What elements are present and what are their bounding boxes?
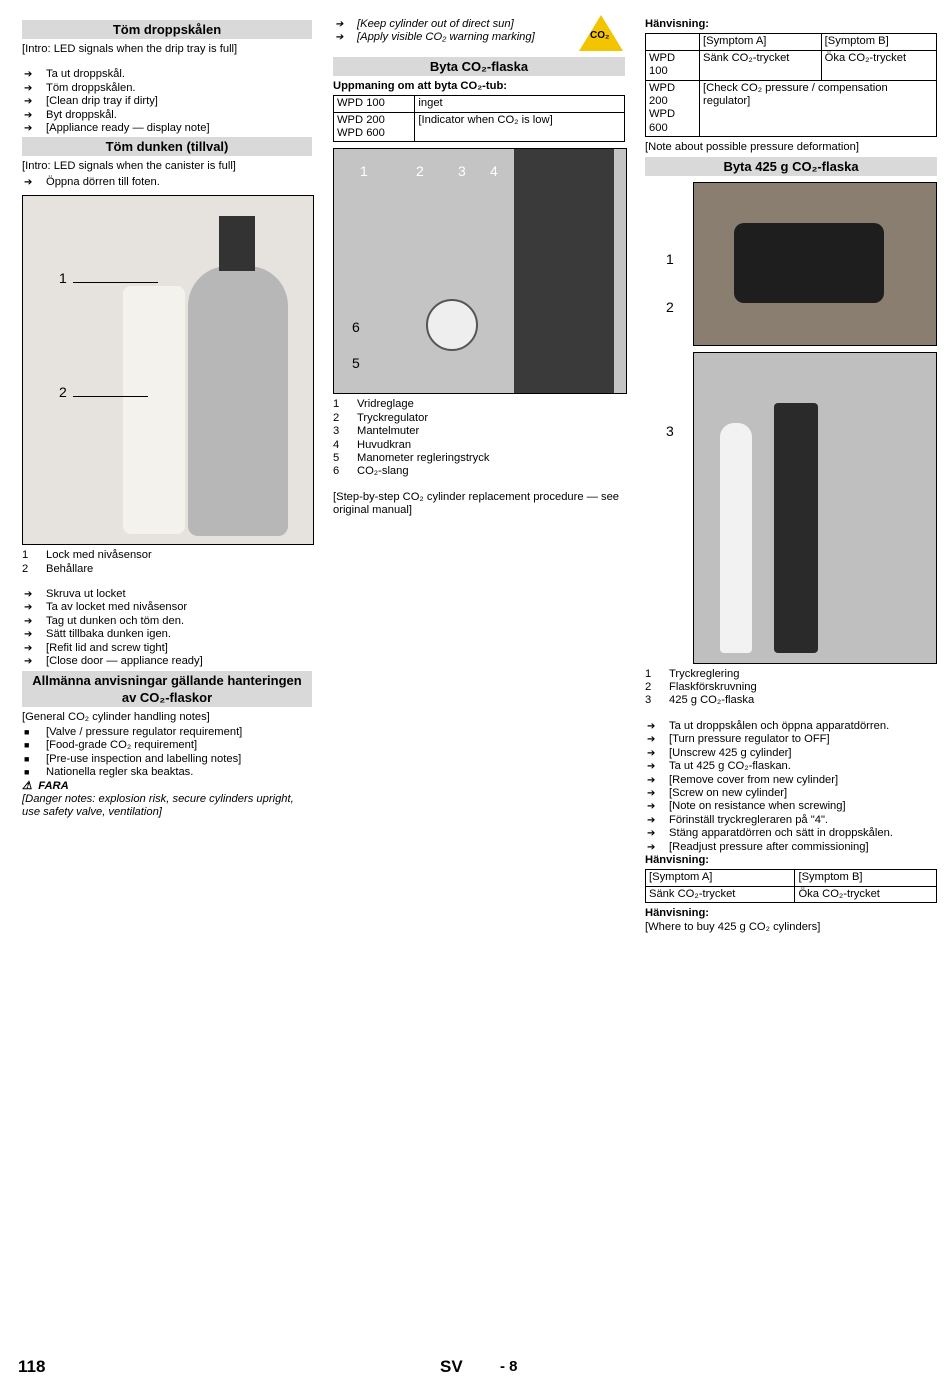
- callout-label: 1: [360, 163, 368, 180]
- callout-line: [73, 396, 148, 397]
- photo-regulator-knob: [734, 223, 884, 303]
- table-cell: WPD 100: [646, 50, 700, 80]
- step-item: ➔ Skruva ut locket: [22, 588, 312, 601]
- note-label: Hänvisning:: [645, 853, 710, 866]
- callout-label: 3: [458, 163, 466, 180]
- table-cell: WPD 100: [334, 96, 415, 112]
- photo-filter: [774, 403, 818, 653]
- sub-page-number: - 8: [500, 1358, 518, 1375]
- legend-item: 4 Huvudkran: [333, 438, 412, 451]
- table-cell: [Indicator when CO₂ is low]: [415, 112, 625, 142]
- note-text: [Where to buy 425 g CO₂ cylinders]: [645, 920, 821, 933]
- table-cell: Öka CO₂-trycket: [795, 886, 937, 902]
- table-cell: Sänk CO₂-trycket: [646, 886, 795, 902]
- step-item: ➔ Ta ut droppskålen och öppna apparatdörren.: [645, 720, 937, 733]
- legend-item: 1 Tryckreglering: [645, 667, 740, 680]
- table-cell: [Symptom A]: [700, 34, 822, 50]
- callout-label: 6: [352, 319, 360, 336]
- legend-list: [333, 398, 625, 478]
- table-row: [646, 50, 937, 80]
- table-row: [334, 112, 625, 142]
- step-list: [22, 588, 312, 668]
- note-text: [Note about possible pressure deformation]: [645, 141, 859, 154]
- table-cell: [Symptom B]: [821, 34, 936, 50]
- legend-item: 6 CO₂-slang: [333, 465, 409, 478]
- legend-item: 1 Lock med nivåsensor: [22, 549, 152, 562]
- table-row: [646, 870, 937, 886]
- photo-karcher-cylinder: [720, 423, 752, 653]
- step-item: ➔ Ta ut 425 g CO₂-flaskan.: [645, 760, 937, 773]
- table-cell: [Symptom B]: [795, 870, 937, 886]
- legend-list: [645, 668, 937, 708]
- callout-label: 3: [666, 422, 674, 439]
- step-item: ➔ [Screw on new cylinder]: [645, 787, 937, 800]
- model-table: [333, 95, 625, 142]
- photo-co2-cylinder: [188, 266, 288, 536]
- step-item: ➔ [Unscrew 425 g cylinder]: [645, 747, 937, 760]
- warning-icon: ⚠: [22, 779, 39, 792]
- table-cell: WPD 200 WPD 600: [334, 112, 415, 142]
- callout-label: 4: [490, 163, 498, 180]
- language-code: SV: [440, 1357, 463, 1376]
- table-row: [646, 80, 937, 137]
- step-item: ➔ [Refit lid and screw tight]: [22, 642, 312, 655]
- table-cell: Öka CO₂-trycket: [821, 50, 936, 80]
- section-title-replace-co2: Byta CO₂-flaska: [333, 57, 625, 76]
- step-list: [22, 176, 312, 189]
- troubleshoot-table: [645, 33, 937, 137]
- note-label: Hänvisning:: [645, 907, 710, 920]
- legend-item: 2 Behållare: [22, 562, 94, 575]
- step-item: ➔ Ta av locket med nivåsensor: [22, 601, 312, 614]
- page-number: 118: [18, 1357, 46, 1376]
- legend-item: 1 Vridreglage: [333, 398, 414, 411]
- table-cell: Sänk CO₂-trycket: [700, 50, 822, 80]
- column-2: [333, 18, 625, 520]
- step-item: ➔ [Apply visible CO₂ warning marking]: [333, 31, 625, 44]
- photo-cylinder-body: [514, 149, 614, 393]
- legend-item: 3 425 g CO₂-flaska: [645, 694, 755, 707]
- legend-item: 5 Manometer regleringstryck: [333, 452, 490, 465]
- photo-canister-cabinet: [22, 195, 314, 545]
- danger-label: ⚠ FARA: [22, 779, 69, 792]
- photo-cylinder-valve: [219, 216, 255, 271]
- step-item: ➔ Stäng apparatdörren och sätt in droppskålen.: [645, 827, 937, 840]
- troubleshoot-table: [645, 869, 937, 903]
- legend-item: 2 Flaskförskruvning: [645, 681, 757, 694]
- intro-text: [Intro: LED signals when the canister is full]: [22, 160, 236, 173]
- photo-425g-regulator: [666, 182, 937, 346]
- callout-label: 2: [666, 298, 674, 315]
- table-row: [334, 96, 625, 112]
- section-title-empty-canister: Töm dunken (tillval): [22, 137, 312, 156]
- step-item: ➔ [Keep cylinder out of direct sun]: [333, 18, 625, 31]
- section-title-co2-handling: Allmänna anvisningar gällande hanteringen av CO₂-flaskor: [22, 671, 312, 707]
- table-cell: inget: [415, 96, 625, 112]
- warning-symbol-text: CO₂: [590, 29, 610, 41]
- bullet-item: ■ [Pre-use inspection and labelling notes]: [22, 753, 312, 766]
- bullet-list: [22, 726, 312, 780]
- callout-label: 5: [352, 355, 360, 372]
- step-item: ➔ [Remove cover from new cylinder]: [645, 774, 937, 787]
- callout-label: 2: [416, 163, 424, 180]
- bullet-item: ■ [Valve / pressure regulator requirement]: [22, 726, 312, 739]
- note-label: Hänvisning:: [645, 18, 710, 30]
- step-item: ➔ Öppna dörren till foten.: [22, 176, 312, 189]
- step-item: ➔ [Note on resistance when screwing]: [645, 800, 937, 813]
- table-cell: [Symptom A]: [646, 870, 795, 886]
- callout-label: 1: [59, 270, 67, 287]
- step-item: ➔ Töm droppskålen.: [22, 82, 312, 95]
- section-title-replace-425g: Byta 425 g CO₂-flaska: [645, 157, 937, 176]
- photo-425g-cabinet: [666, 352, 937, 664]
- column-3: [645, 18, 937, 936]
- legend-list: [22, 549, 312, 576]
- step-item: ➔ [Readjust pressure after commissioning]: [645, 841, 937, 854]
- photo-pressure-regulator: [333, 148, 627, 394]
- danger-text: [Danger notes: explosion risk, secure cylinders upright, use safety valve, ventilation]: [22, 792, 294, 819]
- table-row: [646, 34, 937, 50]
- photo-canister: [123, 286, 185, 534]
- table-cell: [Check CO₂ pressure / compensation regulator]: [700, 80, 937, 137]
- step-item: ➔ Sätt tillbaka dunken igen.: [22, 628, 312, 641]
- step-item: ➔ Byt droppskål.: [22, 109, 312, 122]
- callout-label: 1: [666, 250, 674, 267]
- step-item: ➔ [Appliance ready — display note]: [22, 122, 312, 135]
- step-item: ➔ [Clean drip tray if dirty]: [22, 95, 312, 108]
- procedure-text: [Step-by-step CO₂ cylinder replacement procedure — see original manual]: [333, 490, 620, 517]
- intro-text: [General CO₂ cylinder handling notes]: [22, 710, 210, 723]
- legend-item: 2 Tryckregulator: [333, 411, 429, 424]
- page-footer: [0, 1357, 950, 1380]
- step-item: ➔ Förinställ tryckregleraren på "4".: [645, 814, 937, 827]
- step-list: [22, 68, 312, 135]
- step-item: ➔ Ta ut droppskål.: [22, 68, 312, 81]
- column-1: [22, 18, 312, 822]
- section-title-empty-drip-tray: Töm droppskålen: [22, 20, 312, 39]
- legend-item: 3 Mantelmuter: [333, 425, 420, 438]
- subtitle: Uppmaning om att byta CO₂-tub:: [333, 79, 508, 92]
- table-cell: WPD 200 WPD 600: [646, 80, 700, 137]
- step-item: ➔ Tag ut dunken och töm den.: [22, 615, 312, 628]
- table-row: [646, 886, 937, 902]
- callout-label: 2: [59, 384, 67, 401]
- step-item: ➔ [Turn pressure regulator to OFF]: [645, 733, 937, 746]
- intro-text: [Intro: LED signals when the drip tray is full]: [22, 43, 238, 55]
- callout-line: [73, 282, 158, 283]
- photo-manometer: [426, 299, 478, 351]
- step-item: ➔ [Close door — appliance ready]: [22, 655, 312, 668]
- bullet-item: ■ Nationella regler ska beaktas.: [22, 766, 312, 779]
- bullet-item: ■ [Food-grade CO₂ requirement]: [22, 739, 312, 752]
- step-list: [645, 720, 937, 854]
